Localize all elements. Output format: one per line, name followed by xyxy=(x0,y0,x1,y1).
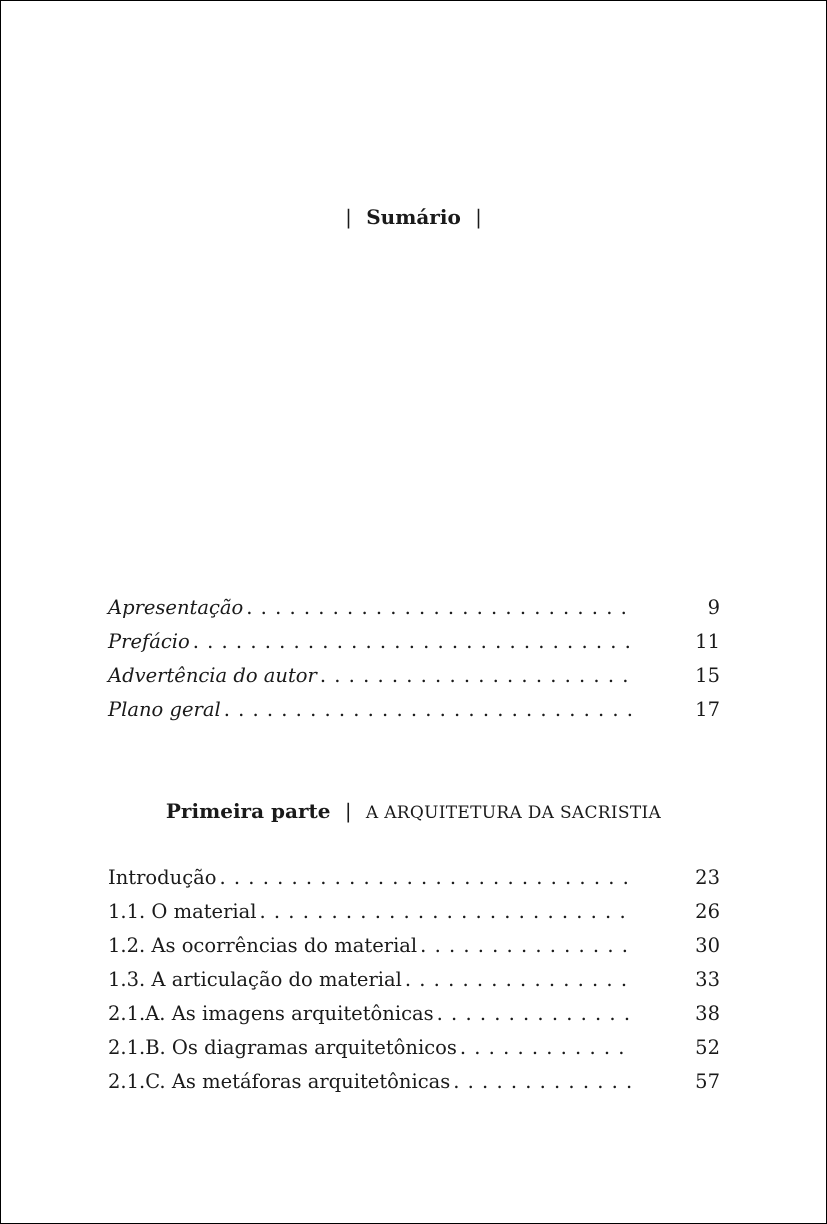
toc-entry-page: 9 xyxy=(707,596,720,619)
toc-entry-page: 15 xyxy=(695,664,720,687)
toc-entry[interactable] xyxy=(108,1067,720,1101)
part-one-list xyxy=(108,863,720,1101)
toc-entry[interactable] xyxy=(108,593,720,627)
toc-entry[interactable] xyxy=(108,965,720,999)
dot-leader xyxy=(224,695,634,725)
part-heading-bar: | xyxy=(344,799,352,823)
toc-entry-page: 33 xyxy=(695,968,720,991)
contents-title: Sumário xyxy=(366,205,461,229)
part-heading xyxy=(1,797,826,827)
toc-entry-label: 2.1.B. Os diagramas arquitetônicos xyxy=(108,1036,457,1059)
part-label: Primeira parte xyxy=(165,799,331,823)
toc-entry-label: 1.2. As ocorrências do material xyxy=(108,934,418,957)
dot-leader xyxy=(320,661,634,691)
toc-entry-label: 2.1.C. As metáforas arquitetônicas xyxy=(108,1070,451,1093)
toc-entry-label: Prefácio xyxy=(108,630,190,653)
heading-bar-right: | xyxy=(475,205,482,229)
toc-entry[interactable] xyxy=(108,897,720,931)
toc-entry-label: Introdução xyxy=(108,866,217,889)
front-matter-list xyxy=(108,593,720,729)
toc-entry-label: 1.3. A articulação do material xyxy=(108,968,402,991)
toc-entry[interactable] xyxy=(108,1033,720,1067)
toc-entry[interactable] xyxy=(108,695,720,729)
dot-leader xyxy=(220,863,635,893)
toc-entry-page: 23 xyxy=(695,866,720,889)
dot-leader xyxy=(437,999,634,1029)
toc-entry-label: 1.1. O material xyxy=(108,900,257,923)
toc-entry[interactable] xyxy=(108,627,720,661)
toc-entry[interactable] xyxy=(108,999,720,1033)
dot-leader xyxy=(460,1033,634,1063)
toc-entry-page: 52 xyxy=(695,1036,720,1059)
dot-leader xyxy=(246,593,634,623)
toc-entry-label: 2.1.A. As imagens arquitetônicas xyxy=(108,1002,434,1025)
toc-entry-page: 57 xyxy=(695,1070,720,1093)
toc-entry[interactable] xyxy=(108,931,720,965)
heading-bar-left: | xyxy=(345,205,352,229)
dot-leader xyxy=(193,627,634,657)
toc-entry-page: 17 xyxy=(695,698,720,721)
toc-entry-page: 30 xyxy=(695,934,720,957)
toc-entry-label: Advertência do autor xyxy=(108,664,317,687)
toc-entry[interactable] xyxy=(108,661,720,695)
toc-entry-page: 11 xyxy=(695,630,720,653)
toc-entry[interactable] xyxy=(108,863,720,897)
toc-entry-page: 38 xyxy=(695,1002,720,1025)
dot-leader xyxy=(405,965,634,995)
toc-entry-page: 26 xyxy=(695,900,720,923)
part-subtitle: A ARQUITETURA DA SACRISTIA xyxy=(365,803,662,823)
dot-leader xyxy=(420,931,634,961)
toc-entry-label: Plano geral xyxy=(108,698,221,721)
dot-leader xyxy=(260,897,634,927)
dot-leader xyxy=(453,1067,634,1097)
toc-entry-label: Apresentação xyxy=(108,596,244,619)
contents-heading xyxy=(1,203,826,231)
